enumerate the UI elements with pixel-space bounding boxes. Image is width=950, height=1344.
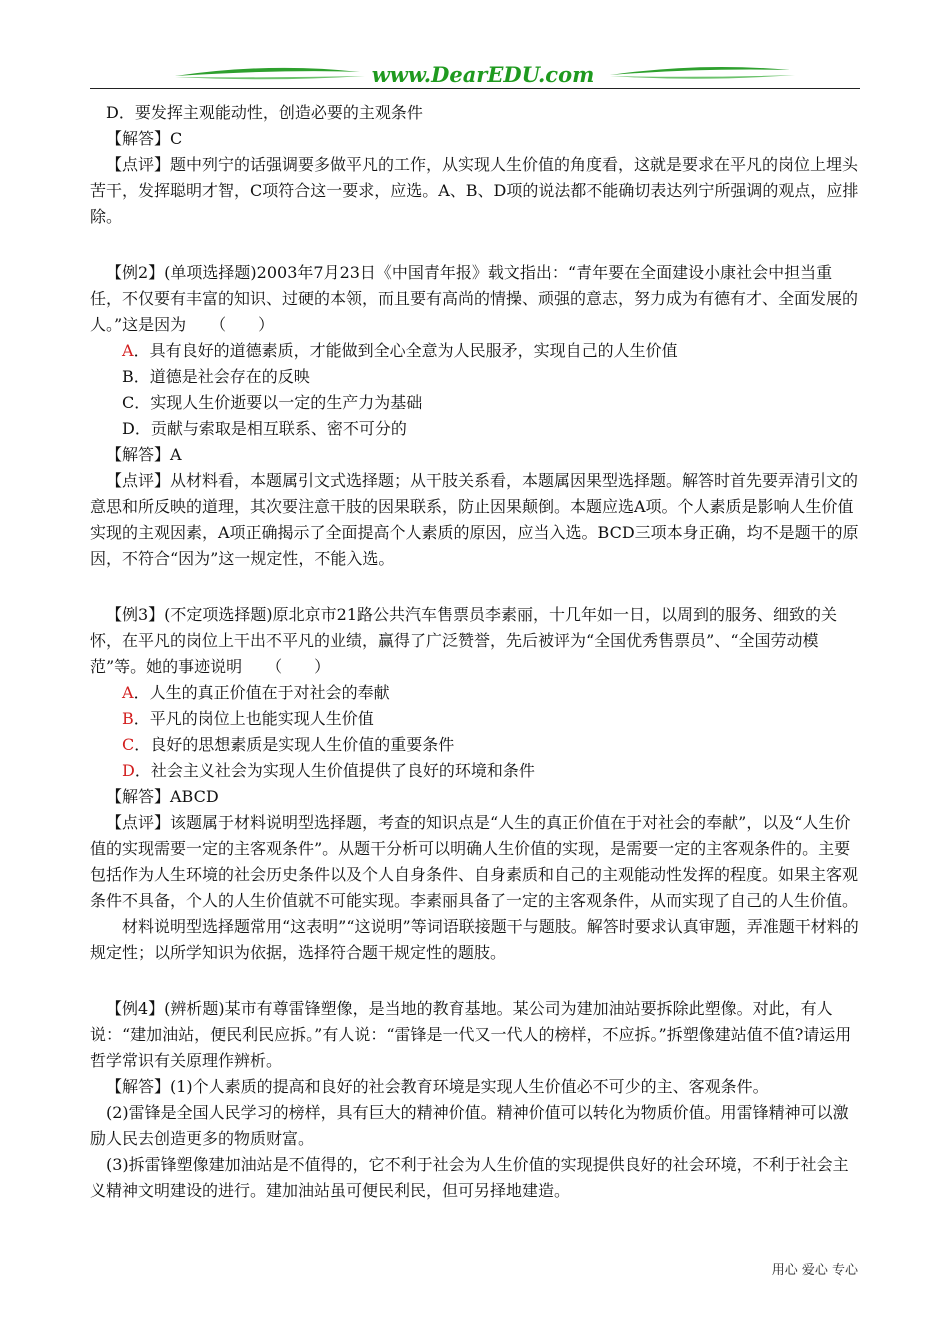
header-swoosh-icon bbox=[90, 56, 860, 90]
ex3-option-a-text: ．人生的真正价值在于对社会的奉献 bbox=[133, 683, 390, 702]
ex2-option-a-letter: A bbox=[122, 341, 134, 360]
ex3-option-d-letter: D bbox=[122, 761, 135, 780]
ex2-option-a bbox=[90, 338, 860, 364]
ex3-comment: 【点评】该题属于材料说明型选择题，考查的知识点是“人生的真正价值在于对社会的奉献”，以及“人生价值的实现需要一定的主客观条件”。从题干分析可以明确人生价值的实现，是需要一定的主客观条件的。主要包括作为人生环境的社会历史条件以及个人自身条件、自身素质和自己的主观能动性发挥的程度。如果主客观条件不具备，个人的人生价值就不可能实现。李素丽具备了一定的主客观条件，从而实现了自己的人生价值。 bbox=[90, 813, 859, 910]
ex3-option-c-letter: C bbox=[122, 735, 135, 754]
ex2-question: 【例2】(单项选择题)2003年7月23日《中国青年报》载文指出：“青年要在全面建设小康社会中担当重任，不仅要有丰富的知识、过硬的本领，而且要有高尚的情操、顽强的意志，努力成为有德有才、全面发展的人。”这是因为 （ ） bbox=[90, 263, 859, 334]
ex3-option-b bbox=[90, 706, 860, 732]
ex4-answer-2: (2)雷锋是全国人民学习的榜样，具有巨大的精神价值。精神价值可以转化为物质价值。用雷锋精神可以激励人民去创造更多的物质财富。 bbox=[90, 1103, 849, 1148]
ex3-answer: 【解答】ABCD bbox=[106, 787, 219, 806]
ex2-option-b: B．道德是社会存在的反映 bbox=[122, 367, 310, 386]
ex3-note: 材料说明型选择题常用“这表明”“这说明”等词语联接题干与题肢。解答时要求认真审题，弄准题干材料的规定性；以所学知识为依据，选择符合题干规定性的题肢。 bbox=[90, 917, 859, 962]
ex2-option-d: D．贡献与索取是相互联系、密不可分的 bbox=[122, 419, 407, 438]
ex1-option-d: D．要发挥主观能动性，创造必要的主观条件 bbox=[106, 103, 423, 122]
ex3-option-d bbox=[90, 758, 860, 784]
ex3-option-a-letter: A bbox=[122, 683, 134, 702]
document-body bbox=[90, 100, 860, 1204]
ex3-question: 【例3】(不定项选择题)原北京市21路公共汽车售票员李素丽，十几年如一日，以周到的服务、细致的关怀，在平凡的岗位上干出不平凡的业绩，赢得了广泛赞誉，先后被评为“全国优秀售票员”、“全国劳动模范”等。她的事迹说明 （ ） bbox=[90, 605, 838, 676]
header-site-name: www.DearEDU.com bbox=[371, 62, 595, 87]
ex2-answer: 【解答】A bbox=[106, 445, 182, 464]
ex4-answer-3: (3)拆雷锋塑像建加油站是不值得的，它不利于社会为人生价值的实现提供良好的社会环境，不利于社会主义精神文明建设的进行。建加油站虽可便民利民，但可另择地建造。 bbox=[90, 1155, 849, 1200]
ex4-question: 【例4】(辨析题)某市有尊雷锋塑像，是当地的教育基地。某公司为建加油站要拆除此塑像。对此，有人说：“建加油站，便民利民应拆。”有人说：“雷锋是一代又一代人的榜样，不应拆。”拆塑像建站值不值?请运用哲学常识有关原理作辨析。 bbox=[90, 999, 852, 1070]
ex3-option-c bbox=[90, 732, 860, 758]
ex3-option-a bbox=[90, 680, 860, 706]
ex2-option-a-text: ．具有良好的道德素质，才能做到全心全意为人民服矛，实现自己的人生价值 bbox=[133, 341, 678, 360]
ex3-option-b-letter: B bbox=[122, 709, 134, 728]
ex4-answer-1: 【解答】(1)个人素质的提高和良好的社会教育环境是实现人生价值必不可少的主、客观条件。 bbox=[106, 1077, 769, 1096]
ex2-option-c: C．实现人生价逝要以一定的生产力为基础 bbox=[122, 393, 423, 412]
ex2-comment: 【点评】从材料看，本题属引文式选择题；从干肢关系看，本题属因果型选择题。解答时首先要弄清引文的意思和所反映的道理，其次要注意干肢的因果联系，防止因果颠倒。本题应选A项。个人素质是影响人生价值实现的主观因素，A项正确揭示了全面提高个人素质的原因，应当入选。BCD三项本身正确，均不是题干的原因，不符合“因为”这一规定性，不能入选。 bbox=[90, 471, 859, 568]
ex3-option-c-text: ．良好的思想素质是实现人生价值的重要条件 bbox=[134, 735, 455, 754]
page-header bbox=[90, 56, 860, 90]
ex3-option-b-text: ．平凡的岗位上也能实现人生价值 bbox=[133, 709, 374, 728]
page-footer: 用心 爱心 专心 bbox=[771, 1263, 858, 1278]
ex1-answer: 【解答】C bbox=[106, 129, 183, 148]
header-rule bbox=[90, 88, 860, 89]
ex3-option-d-text: ．社会主义社会为实现人生价值提供了良好的环境和条件 bbox=[134, 761, 535, 780]
ex1-comment: 【点评】题中列宁的话强调要多做平凡的工作，从实现人生价值的角度看，这就是要求在平凡的岗位上埋头苦干，发挥聪明才智，C项符合这一要求，应选。A、B、D项的说法都不能确切表达列宁所强调的观点，应排除。 bbox=[90, 155, 859, 226]
